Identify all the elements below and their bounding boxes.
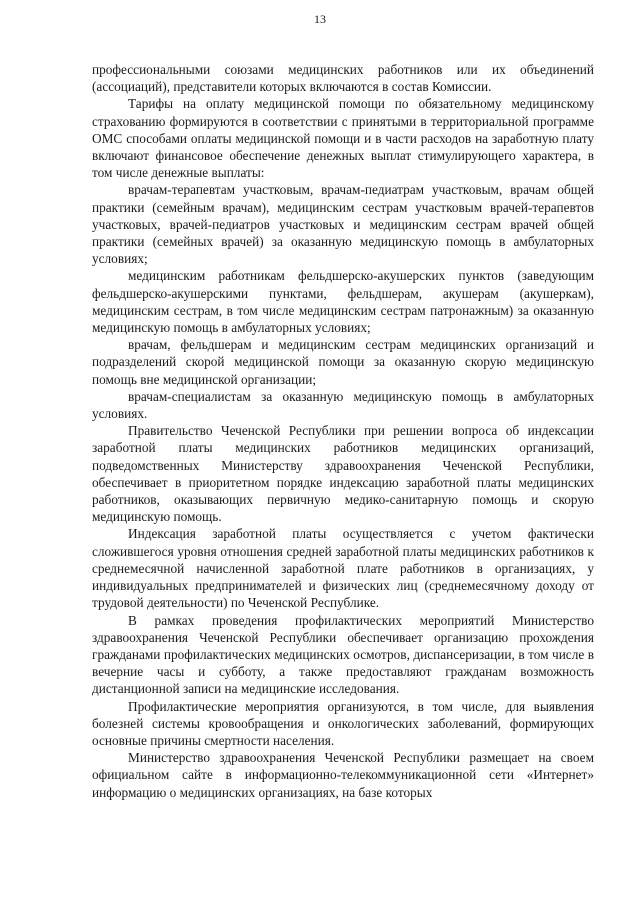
paragraph-list-item-district-doctors: врачам-терапевтам участковым, врачам-педиатрам участковым, врачам общей практики (семейным врачам), медицинским сестрам участковым врачей-терапевтов участковых, врачей-педиатров участковых и медицинским сестрам врачей общей практики (семейных врачей) за оказанную медицинскую помощь в амбулаторных условиях; bbox=[92, 182, 594, 267]
document-body bbox=[92, 61, 594, 801]
paragraph-preventive-purpose: Профилактические мероприятия организуются, в том числе, для выявления болезней системы кровообращения и онкологических заболеваний, формирующих основные причины смертности населения. bbox=[92, 698, 594, 748]
paragraph-continuation: профессиональными союзами медицинских работников или их объединений (ассоциаций), представители которых включаются в состав Комиссии. bbox=[92, 62, 594, 95]
paragraph-preventive-measures: В рамках проведения профилактических мероприятий Министерство здравоохранения Чеченской Республики обеспечивает организацию прохождения гражданами профилактических медицинских осмотров, диспансеризации, в том числе в вечерние часы и субботу, а также предоставляют гражданам возможность дистанционной записи на медицинские исследования. bbox=[92, 612, 594, 697]
paragraph-list-item-specialists: врачам-специалистам за оказанную медицинскую помощь в амбулаторных условиях. bbox=[92, 388, 594, 422]
paragraph-government-indexation: Правительство Чеченской Республики при решении вопроса об индексации заработной платы медицинских работников медицинских организаций, подведомственных Министерству здравоохранения Чеченской Республики, обеспечивает в приоритетном порядке индексацию заработной платы медицинских работников, оказывающих первичную медико-санитарную помощь и скорую медицинскую помощь. bbox=[92, 423, 594, 525]
paragraph-list-item-feldsher-stations: медицинским работникам фельдшерско-акушерских пунктов (заведующим фельдшерско-акушерскими пунктами, фельдшерам, акушерам (акушеркам), медицинским сестрам, в том числе медицинским сестрам патронажным) за оказанную медицинскую помощь в амбулаторных условиях; bbox=[92, 268, 594, 336]
paragraph-indexation-basis: Индексация заработной платы осуществляется с учетом фактически сложившегося уровня отношения средней заработной платы медицинских работников к среднемесячной начисленной заработной плате работников в организациях, у индивидуальных предпринимателей и физических лиц (среднемесячному доходу от трудовой деятельности) по Чеченской Республике. bbox=[92, 526, 594, 611]
paragraph-list-item-emergency-care: врачам, фельдшерам и медицинским сестрам медицинских организаций и подразделений скорой медицинской помощи за оказанную скорую медицинскую помощь вне медицинской организации; bbox=[92, 337, 594, 387]
paragraph-ministry-website: Министерство здравоохранения Чеченской Республики размещает на своем официальном сайте в информационно-телекоммуникационной сети «Интернет» информацию о медицинских организациях, на базе которых bbox=[92, 750, 594, 800]
page-number: 13 bbox=[314, 12, 326, 26]
paragraph-tariffs: Тарифы на оплату медицинской помощи по обязательному медицинскому страхованию формируются в соответствии с принятыми в территориальной программе ОМС способами оплаты медицинской помощи и в части расходов на заработную плату включают финансовое обеспечение денежных выплат стимулирующего характера, в том числе денежные выплаты: bbox=[92, 96, 594, 181]
